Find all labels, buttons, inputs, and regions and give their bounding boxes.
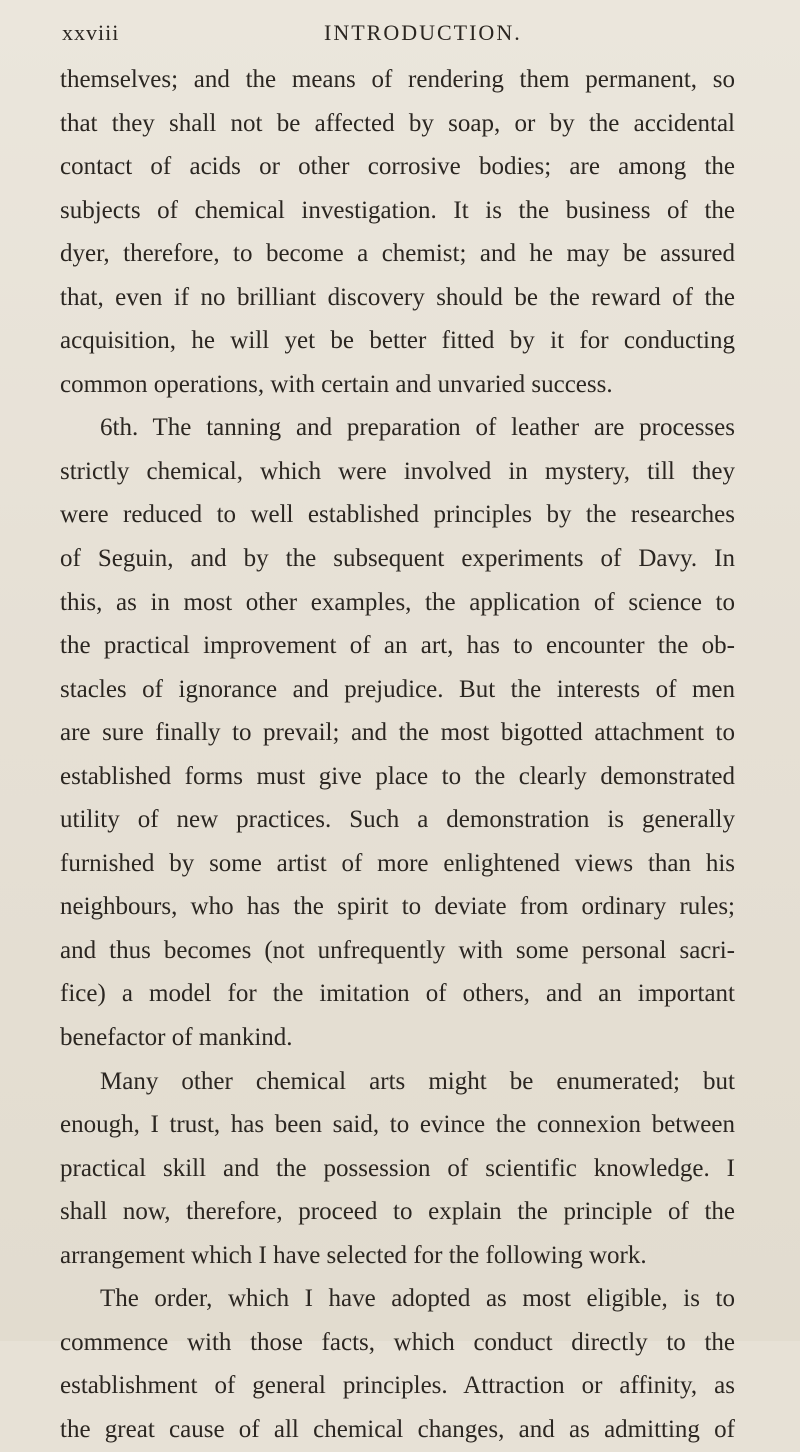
text-line: acquisition, he will yet be better fitted by it for conducting: [60, 327, 735, 355]
text-line: benefactor of mankind.: [60, 1024, 293, 1052]
text-line: shall now, therefore, proceed to explain the principle of the: [60, 1198, 735, 1226]
text-line: this, as in most other examples, the application of science to: [60, 588, 735, 616]
text-line: utility of new practices. Such a demonstration is generally: [60, 806, 735, 834]
text-line: contact of acids or other corrosive bodies; are among the: [60, 153, 735, 181]
text-line: 6th. The tanning and preparation of leather are processes: [100, 414, 735, 442]
page-number: xxviii: [62, 20, 120, 45]
text-line: subjects of chemical investigation. It is the business of the: [60, 196, 735, 224]
text-line: dyer, therefore, to become a chemist; and he may be assured: [60, 240, 735, 268]
text-line: the practical improvement of an art, has to encounter the ob-: [60, 632, 735, 660]
text-line: and thus becomes (not unfrequently with some personal sacri-: [60, 936, 735, 964]
text-line: the great cause of all chemical changes, and as admitting of: [60, 1415, 735, 1443]
text-line: are sure finally to prevail; and the most bigotted attachment to: [60, 719, 735, 747]
text-line: establishment of general principles. Attraction or affinity, as: [60, 1372, 735, 1400]
text-line: arrangement which I have selected for the following work.: [60, 1241, 647, 1269]
running-head: INTRODUCTION.: [324, 20, 522, 45]
text-line: established forms must give place to the clearly demonstrated: [60, 762, 735, 790]
text-line: Many other chemical arts might be enumerated; but: [100, 1067, 735, 1095]
text-line: that, even if no brilliant discovery should be the reward of the: [60, 283, 735, 311]
text-line: neighbours, who has the spirit to deviate from ordinary rules;: [60, 893, 735, 921]
text-line: stacles of ignorance and prejudice. But the interests of men: [60, 675, 735, 703]
body-text: [60, 58, 735, 1452]
text-line: fice) a model for the imitation of others, and an important: [60, 980, 735, 1008]
text-line: practical skill and the possession of scientific knowledge. I: [60, 1154, 735, 1182]
text-line: that they shall not be affected by soap, or by the accidental: [60, 109, 735, 137]
text-line: strictly chemical, which were involved in mystery, till they: [60, 457, 735, 485]
text-line: commence with those facts, which conduct directly to the: [60, 1328, 735, 1356]
page-header: [62, 20, 762, 50]
text-line: themselves; and the means of rendering them permanent, so: [60, 66, 735, 93]
text-line: of Seguin, and by the subsequent experiments of Davy. In: [60, 545, 735, 573]
text-line: furnished by some artist of more enlightened views than his: [60, 849, 735, 877]
text-line: common operations, with certain and unvaried success.: [60, 370, 613, 398]
text-line: enough, I trust, has been said, to evince the connexion between: [60, 1111, 735, 1139]
text-line: were reduced to well established principles by the researches: [60, 501, 735, 529]
text-line: The order, which I have adopted as most eligible, is to: [100, 1285, 735, 1313]
